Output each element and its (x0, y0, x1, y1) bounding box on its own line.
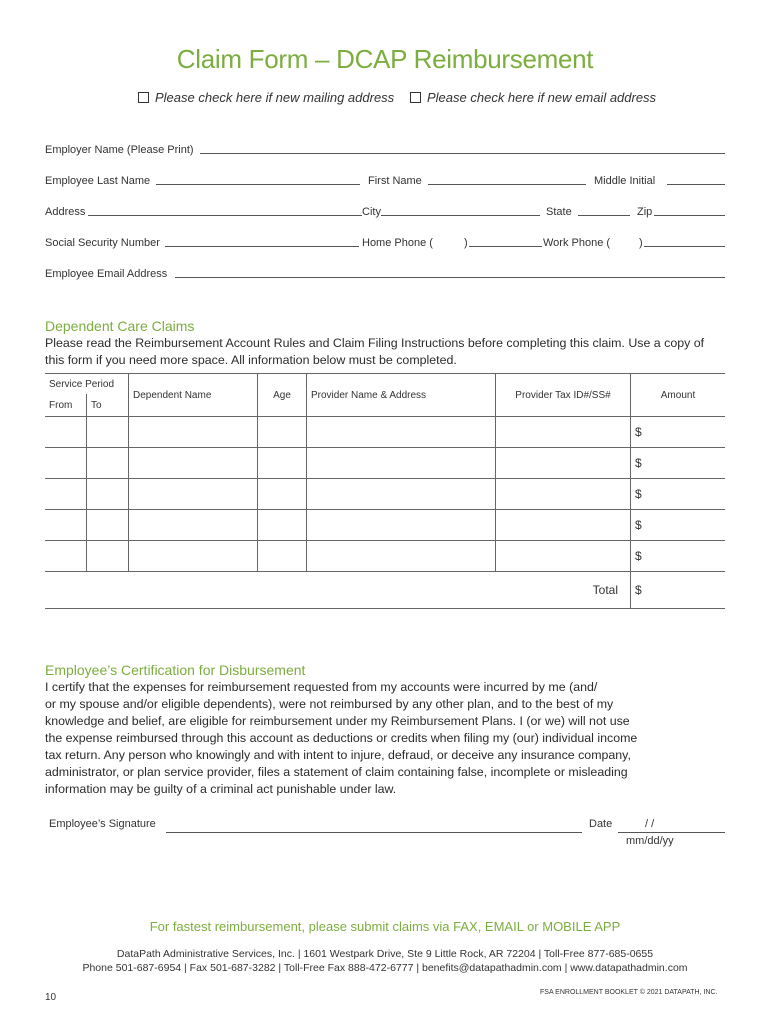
total-row (45, 572, 725, 609)
amount-cell[interactable]: $ (631, 417, 726, 448)
age-cell[interactable] (258, 541, 307, 572)
to-cell[interactable] (87, 448, 129, 479)
from-cell[interactable] (45, 417, 87, 448)
total-label: Total (45, 572, 631, 609)
fastest-reimbursement-note: For fastest reimbursement, please submit claims via FAX, EMAIL or MOBILE APP (149, 919, 621, 934)
address-label: Address (45, 206, 86, 218)
provider-cell[interactable] (307, 448, 496, 479)
tax-id-cell[interactable] (496, 417, 631, 448)
from-header: From (45, 394, 87, 417)
total-amount-cell[interactable]: $ (631, 572, 726, 609)
date-format-hint: mm/dd/yy (626, 835, 674, 847)
table-row (45, 417, 725, 448)
tax-id-cell[interactable] (496, 541, 631, 572)
state-label: State (546, 206, 572, 218)
certification-heading: Employee’s Certification for Disbursement (45, 662, 306, 678)
to-cell[interactable] (87, 510, 129, 541)
table-row (45, 541, 725, 572)
provider-tax-id-header: Provider Tax ID#/SS# (496, 374, 631, 417)
certification-line: or my spouse and/or eligible dependents), were not reimbursed by any other plan, and to the best of my (45, 697, 614, 711)
form-title: Claim Form – DCAP Reimbursement (176, 44, 594, 74)
from-cell[interactable] (45, 541, 87, 572)
dependent-name-cell[interactable] (129, 541, 258, 572)
provider-cell[interactable] (307, 510, 496, 541)
age-cell[interactable] (258, 448, 307, 479)
age-cell[interactable] (258, 479, 307, 510)
ssn-label: Social Security Number (45, 237, 160, 249)
certification-line: administrator, or plan service provider, files a statement of claim containing false, incomplete or misleading (45, 765, 628, 779)
amount-cell[interactable]: $ (631, 510, 726, 541)
to-cell[interactable] (87, 417, 129, 448)
work-phone-label: Work Phone ( (543, 237, 611, 249)
address-field[interactable] (88, 215, 362, 216)
signature-field[interactable] (166, 832, 582, 833)
tax-id-cell[interactable] (496, 448, 631, 479)
table-header-row (45, 374, 725, 395)
amount-header: Amount (631, 374, 726, 417)
certification-text (45, 679, 735, 798)
city-label: City (362, 206, 381, 218)
last-name-label: Employee Last Name (45, 175, 151, 187)
amount-cell[interactable]: $ (631, 479, 726, 510)
dependent-care-instructions: Please read the Reimbursement Account Rules and Claim Filing Instructions before completing this claim. Use a copy of this form if you need more space. All information below must be completed. (45, 336, 705, 367)
age-cell[interactable] (258, 417, 307, 448)
middle-initial-field[interactable] (667, 184, 725, 185)
checkbox-icon[interactable] (410, 92, 421, 103)
to-cell[interactable] (87, 479, 129, 510)
date-field[interactable] (618, 832, 725, 833)
from-cell[interactable] (45, 448, 87, 479)
work-phone-field[interactable] (644, 246, 725, 247)
first-name-field[interactable] (428, 184, 586, 185)
employer-name-label: Employer Name (Please Print) (45, 144, 194, 156)
date-slashes: / / (645, 818, 655, 830)
certification-line: I certify that the expenses for reimbursement requested from my accounts were incurred by me (and/ (45, 680, 598, 694)
to-header: To (87, 394, 129, 417)
service-period-header: Service Period (45, 374, 129, 395)
first-name-label: First Name (368, 175, 422, 187)
claims-table (45, 373, 725, 609)
new-email-address-checkbox[interactable] (410, 90, 656, 105)
middle-initial-label: Middle Initial (594, 175, 656, 187)
tax-id-cell[interactable] (496, 510, 631, 541)
booklet-copyright: FSA ENROLLMENT BOOKLET © 2021 DATAPATH, INC. (540, 989, 718, 996)
employee-email-field[interactable] (175, 277, 725, 278)
state-field[interactable] (578, 215, 630, 216)
ssn-field[interactable] (165, 246, 359, 247)
age-cell[interactable] (258, 510, 307, 541)
new-mailing-address-checkbox[interactable] (138, 90, 394, 105)
certification-line: knowledge and belief, are eligible for reimbursement under my Reimbursement Plans. I (or we) will not use (45, 714, 630, 728)
date-label: Date (589, 818, 613, 830)
signature-label: Employee’s Signature (49, 818, 156, 830)
to-cell[interactable] (87, 541, 129, 572)
dependent-name-cell[interactable] (129, 510, 258, 541)
dependent-name-cell[interactable] (129, 448, 258, 479)
dependent-name-cell[interactable] (129, 417, 258, 448)
home-phone-paren: ) (464, 237, 468, 249)
new-email-address-label: Please check here if new email address (427, 90, 657, 105)
table-row (45, 510, 725, 541)
zip-field[interactable] (654, 215, 725, 216)
employer-name-field[interactable] (200, 153, 725, 154)
work-phone-paren: ) (639, 237, 643, 249)
table-row (45, 448, 725, 479)
zip-label: Zip (637, 206, 653, 218)
dependent-name-header: Dependent Name (129, 374, 258, 417)
new-mailing-address-label: Please check here if new mailing address (155, 90, 395, 105)
home-phone-label: Home Phone ( (362, 237, 433, 249)
amount-cell[interactable]: $ (631, 448, 726, 479)
amount-cell[interactable]: $ (631, 541, 726, 572)
provider-name-header: Provider Name & Address (307, 374, 496, 417)
checkbox-icon[interactable] (138, 92, 149, 103)
page-number: 10 (45, 992, 57, 1003)
provider-cell[interactable] (307, 541, 496, 572)
table-row (45, 479, 725, 510)
tax-id-cell[interactable] (496, 479, 631, 510)
certification-line: tax return. Any person who knowingly and with intent to injure, defraud, or deceive any insurance company, (45, 748, 631, 762)
dependent-name-cell[interactable] (129, 479, 258, 510)
certification-line: the expense reimbursed through this account as deductions or credits when filing my (our) individual income (45, 731, 638, 745)
last-name-field[interactable] (156, 184, 360, 185)
from-cell[interactable] (45, 479, 87, 510)
home-phone-field[interactable] (469, 246, 542, 247)
certification-line: information may be guilty of a criminal act punishable under law. (45, 782, 397, 796)
provider-cell[interactable] (307, 479, 496, 510)
from-cell[interactable] (45, 510, 87, 541)
provider-cell[interactable] (307, 417, 496, 448)
employee-email-label: Employee Email Address (45, 268, 168, 280)
dependent-care-heading: Dependent Care Claims (45, 318, 195, 334)
age-header: Age (258, 374, 307, 417)
city-field[interactable] (381, 215, 540, 216)
company-address-line: DataPath Administrative Services, Inc. | 1601 Westpark Drive, Ste 9 Little Rock, AR 72204 | Toll-Free 877-685-0655 (116, 948, 654, 960)
company-contact-line: Phone 501-687-6954 | Fax 501-687-3282 | Toll-Free Fax 888-472-6777 | benefits@datapathadmin.com | www.datapathadmin.com (82, 962, 688, 974)
